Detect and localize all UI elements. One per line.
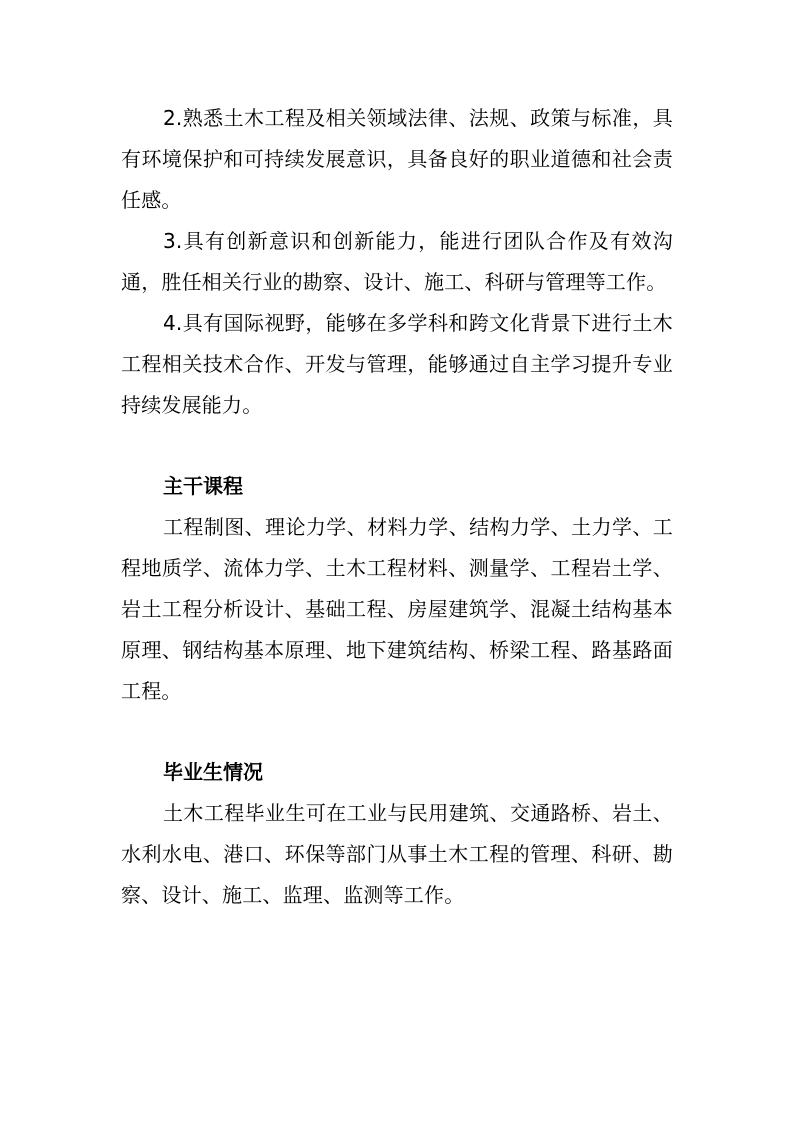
- section-spacer: [121, 712, 673, 752]
- objective-4: 4.具有国际视野，能够在多学科和跨文化背景下进行土木工程相关技术合作、开发与管理，能够通过自主学习提升专业持续发展能力。: [121, 311, 673, 417]
- page-content: [121, 98, 673, 916]
- graduates-heading: 毕业生情况: [163, 760, 263, 784]
- objective-2: 2.熟悉土木工程及相关领域法律、法规、政策与标准，具有环境保护和可持续发展意识，具备良好的职业道德和社会责任感。: [121, 106, 673, 212]
- section-spacer: [121, 426, 673, 466]
- core-courses-heading: 主干课程: [163, 474, 243, 498]
- graduates-body: 土木工程毕业生可在工业与民用建筑、交通路桥、岩土、水利水电、港口、环保等部门从事土木工程的管理、科研、勘察、设计、施工、监理、监测等工作。: [121, 801, 673, 907]
- core-courses-body: 工程制图、理论力学、材料力学、结构力学、土力学、工程地质学、流体力学、土木工程材料、测量学、工程岩土学、岩土工程分析设计、基础工程、房屋建筑学、混凝土结构基本原理、钢结构基本原理、地下建筑结构、桥梁工程、路基路面工程。: [121, 515, 673, 703]
- objective-3: 3.具有创新意识和创新能力，能进行团队合作及有效沟通，胜任相关行业的勘察、设计、施工、科研与管理等工作。: [121, 229, 673, 294]
